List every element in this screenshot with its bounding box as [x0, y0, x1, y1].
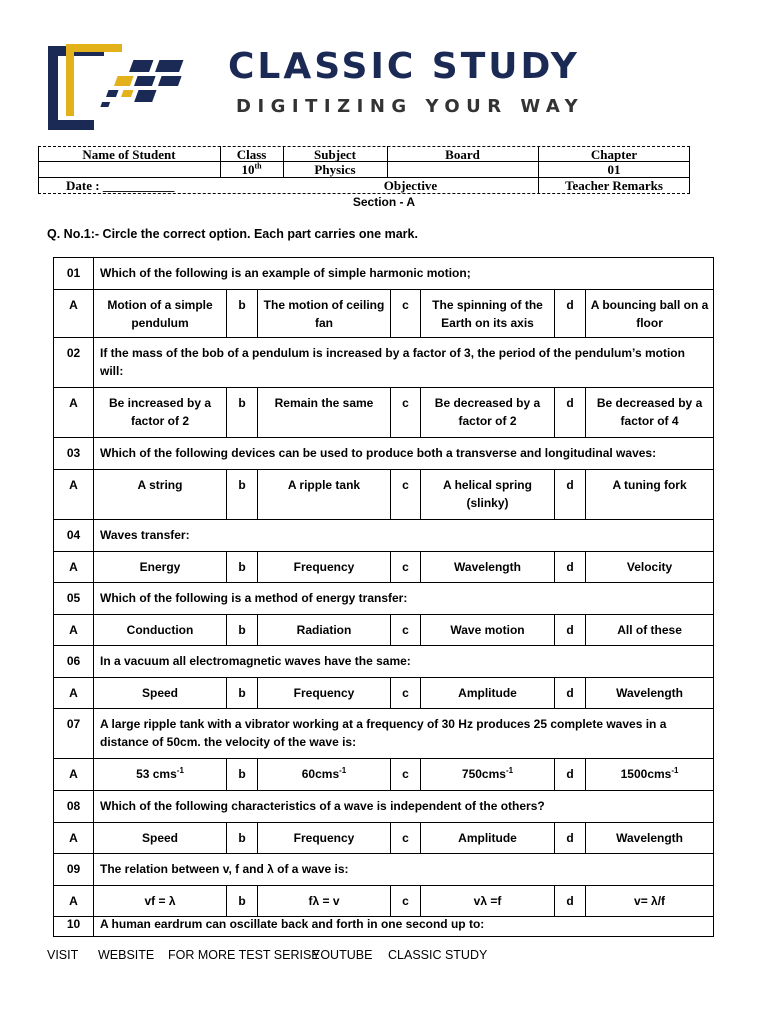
option-letter: b [227, 678, 258, 709]
answer-option[interactable]: Be increased by a factor of 2 [94, 388, 227, 438]
question-row [54, 258, 714, 290]
question-row [54, 854, 714, 886]
answer-option[interactable]: vf = λ [94, 886, 227, 917]
option-letter: b [227, 290, 258, 338]
answer-option[interactable]: 60cms$^{-1}$ [258, 759, 391, 791]
answer-option[interactable]: A string [94, 470, 227, 520]
option-letter: b [227, 886, 258, 917]
option-letter: A [54, 552, 94, 583]
options-row [54, 388, 714, 438]
answer-option[interactable]: Be decreased by a factor of 2 [421, 388, 555, 438]
answer-option[interactable]: A ripple tank [258, 470, 391, 520]
teacher-remarks-label: Teacher Remarks [565, 178, 663, 193]
option-letter: c [391, 388, 421, 438]
option-letter: A [54, 290, 94, 338]
option-letter: d [555, 678, 586, 709]
student-info-table [38, 146, 690, 194]
question-number: 07 [54, 709, 94, 759]
question-text: The relation between v, f and λ of a wave is: [94, 854, 714, 886]
answer-option[interactable]: Velocity [586, 552, 714, 583]
question-row [54, 338, 714, 388]
answer-option[interactable]: Motion of a simple pendulum [94, 290, 227, 338]
question-number: 02 [54, 338, 94, 388]
answer-option[interactable]: Be decreased by a factor of 4 [586, 388, 714, 438]
option-letter: b [227, 823, 258, 854]
answer-option[interactable]: Frequency [258, 678, 391, 709]
question-row [54, 438, 714, 470]
question-number: 05 [54, 583, 94, 615]
question-text: Which of the following is a method of energy transfer: [94, 583, 714, 615]
answer-option[interactable]: A helical spring (slinky) [421, 470, 555, 520]
question-text: A large ripple tank with a vibrator working at a frequency of 30 Hz produces 25 complete waves in a distance of 50cm. the velocity of the wave is: [94, 709, 714, 759]
question-text: Which of the following characteristics of a wave is independent of the others? [94, 791, 714, 823]
option-letter: d [555, 388, 586, 438]
name-of-student-label: Name of Student [82, 147, 176, 162]
footer-visit: VISIT [47, 948, 79, 962]
chapter-value: 01 [607, 162, 621, 177]
option-letter: A [54, 759, 94, 791]
answer-option[interactable]: A bouncing ball on a floor [586, 290, 714, 338]
option-letter: c [391, 615, 421, 646]
question-row [54, 583, 714, 615]
option-letter: d [555, 823, 586, 854]
option-letter: c [391, 552, 421, 583]
question-number: 03 [54, 438, 94, 470]
option-letter: d [555, 470, 586, 520]
question-text: A human eardrum can oscillate back and forth in one second up to: [94, 917, 714, 937]
answer-option[interactable]: 1500cms$^{-1}$ [586, 759, 714, 791]
footer-website[interactable]: WEBSITE [98, 948, 155, 962]
answer-option[interactable]: Radiation [258, 615, 391, 646]
question-number: 01 [54, 258, 94, 290]
answer-option[interactable]: vλ =f [421, 886, 555, 917]
chapter-label: Chapter [590, 147, 638, 162]
footer-channel[interactable]: CLASSIC STUDY [388, 948, 488, 962]
options-row [54, 678, 714, 709]
question-instruction: Q. No.1:- Circle the correct option. Each part carries one mark. [47, 227, 418, 241]
class-value: 10th [241, 161, 262, 177]
answer-option[interactable]: The spinning of the Earth on its axis [421, 290, 555, 338]
question-text: Waves transfer: [94, 520, 714, 552]
option-letter: c [391, 678, 421, 709]
classic-study-logo [44, 42, 204, 132]
option-letter: b [227, 552, 258, 583]
answer-option[interactable]: Amplitude [421, 823, 555, 854]
options-row [54, 886, 714, 917]
option-letter: d [555, 886, 586, 917]
brand-tagline: DIGITIZING YOUR WAY [236, 96, 585, 117]
option-letter: d [555, 552, 586, 583]
option-letter: b [227, 388, 258, 438]
objective-label: Objective [383, 178, 438, 193]
answer-option[interactable]: Wave motion [421, 615, 555, 646]
question-row [54, 791, 714, 823]
answer-option[interactable]: v= λ/f [586, 886, 714, 917]
option-letter: b [227, 759, 258, 791]
option-letter: d [555, 615, 586, 646]
question-number: 08 [54, 791, 94, 823]
option-letter: A [54, 615, 94, 646]
option-letter: c [391, 470, 421, 520]
option-letter: c [391, 886, 421, 917]
question-text: Which of the following is an example of simple harmonic motion; [94, 258, 714, 290]
option-letter: b [227, 615, 258, 646]
answer-option[interactable]: Speed [94, 678, 227, 709]
question-number: 10 [54, 917, 94, 937]
answer-option[interactable]: Wavelength [586, 823, 714, 854]
question-text: In a vacuum all electromagnetic waves have the same: [94, 646, 714, 678]
option-letter: A [54, 388, 94, 438]
options-row [54, 290, 714, 338]
footer-youtube[interactable]: YOUTUBE [312, 948, 373, 962]
answer-option[interactable]: Amplitude [421, 678, 555, 709]
answer-option[interactable]: Conduction [94, 615, 227, 646]
subject-value: Physics [314, 162, 356, 177]
answer-option[interactable]: Frequency [258, 823, 391, 854]
question-row [54, 917, 714, 937]
answer-option[interactable]: fλ = v [258, 886, 391, 917]
option-letter: c [391, 759, 421, 791]
option-letter: A [54, 678, 94, 709]
option-letter: b [227, 470, 258, 520]
board-label: Board [445, 147, 480, 162]
option-letter: A [54, 823, 94, 854]
answer-option[interactable]: 750cms$^{-1}$ [421, 759, 555, 791]
options-row [54, 823, 714, 854]
answer-option[interactable]: 53 cms$^{-1}$ [94, 759, 227, 791]
answer-option[interactable]: Energy [94, 552, 227, 583]
question-row [54, 520, 714, 552]
answer-option[interactable]: Remain the same [258, 388, 391, 438]
options-row [54, 615, 714, 646]
question-text: If the mass of the bob of a pendulum is increased by a factor of 3, the period of the pendulum’s motion will: [94, 338, 714, 388]
question-number: 09 [54, 854, 94, 886]
answer-option[interactable]: Wavelength [586, 678, 714, 709]
answer-option[interactable]: Speed [94, 823, 227, 854]
options-row [54, 470, 714, 520]
option-letter: c [391, 290, 421, 338]
answer-option[interactable]: Frequency [258, 552, 391, 583]
date-field: Date : ___________ [66, 178, 175, 193]
answer-option[interactable]: All of these [586, 615, 714, 646]
footer-more-tests: FOR MORE TEST SERISE [168, 948, 320, 962]
answer-option[interactable]: The motion of ceiling fan [258, 290, 391, 338]
question-row [54, 646, 714, 678]
section-title: Section - A [352, 195, 416, 209]
subject-label: Subject [314, 147, 356, 162]
question-number: 04 [54, 520, 94, 552]
option-letter: c [391, 823, 421, 854]
options-row [54, 552, 714, 583]
brand-title: CLASSIC STUDY [228, 46, 580, 87]
question-number: 06 [54, 646, 94, 678]
answer-option[interactable]: Wavelength [421, 552, 555, 583]
question-row [54, 709, 714, 759]
option-letter: A [54, 470, 94, 520]
option-letter: d [555, 759, 586, 791]
class-label: Class [236, 147, 267, 162]
question-text: Which of the following devices can be used to produce both a transverse and longitudinal waves: [94, 438, 714, 470]
options-row [54, 759, 714, 791]
option-letter: d [555, 290, 586, 338]
mcq-table [53, 257, 714, 937]
answer-option[interactable]: A tuning fork [586, 470, 714, 520]
option-letter: A [54, 886, 94, 917]
